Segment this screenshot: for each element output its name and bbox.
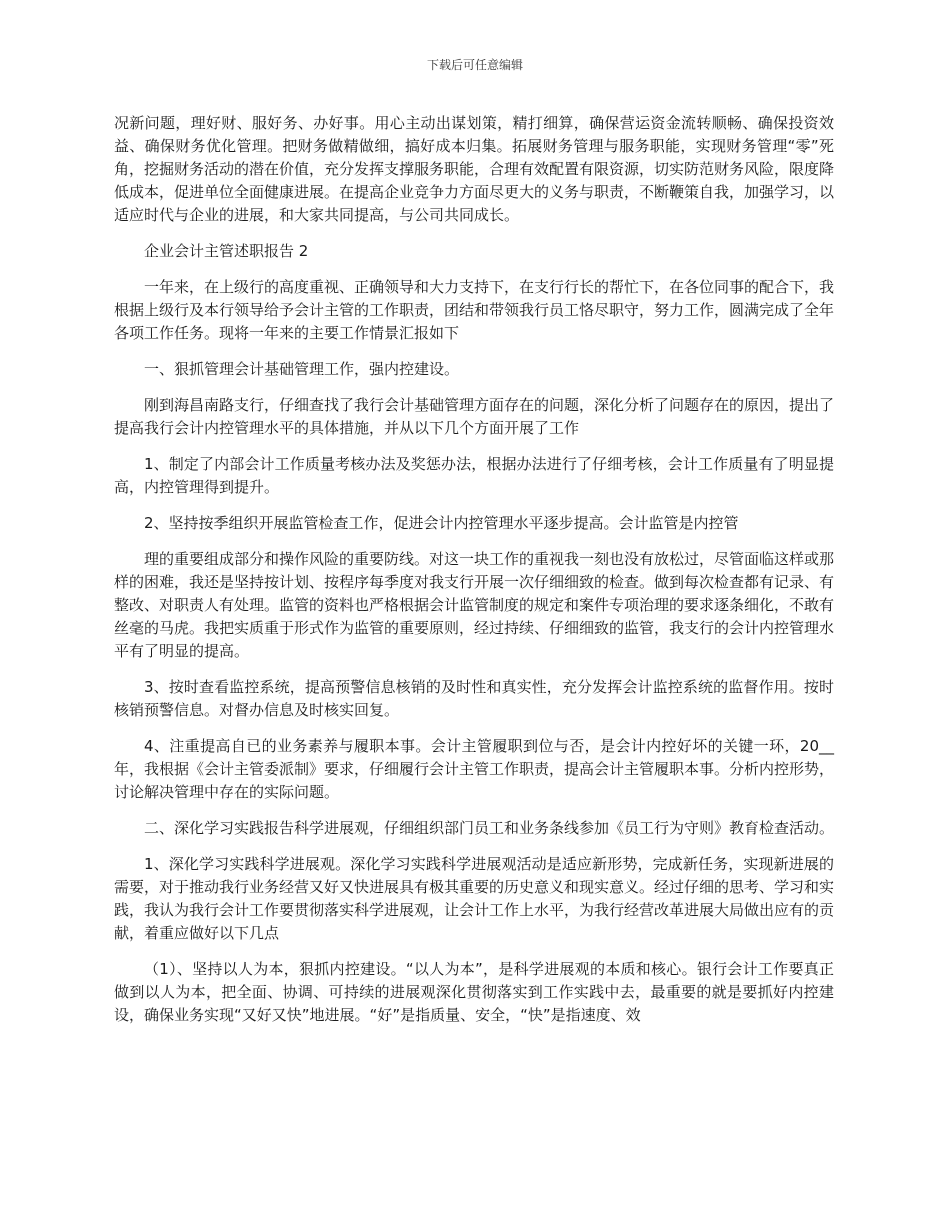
document-body — [114, 112, 834, 1040]
list-item-1: 1、制定了内部会计工作质量考核办法及奖惩办法，根据办法进行了仔细考核，会计工作质量有了明显提高，内控管理得到提升。 — [114, 455, 834, 496]
list-item-1b: 1、深化学习实践科学进展观。深化学习实践科学进展观活动是适应新形势，完成新任务，实现新进展的需要，对于推动我行业务经营又好又快进展具有极其重要的历史意义和现实意义。经过仔细的思考、学习和实践，我认为我行会计工作要贯彻落实科学进展观，让会计工作上水平，为我行经营改革进展大局做出应有的贡献，着重应做好以下几点 — [114, 855, 835, 942]
section-heading-1: 一、狠抓管理会计基础管理工作，强内控建设。 — [144, 360, 460, 378]
paragraph-body: 刚到海昌南路支行，仔细查找了我行会计基础管理方面存在的问题，深化分析了问题存在的原因，提出了提高我行会计内控管理水平的具体措施，并从以下几个方面开展了工作 — [114, 396, 835, 437]
paragraph-body: 理的重要组成部分和操作风险的重要防线。对这一块工作的重视我一刻也没有放松过，尽管面临这样或那样的困难，我还是坚持按计划、按程序每季度对我支行开展一次仔细细致的检查。做到每次检查都有记录、有整改、对职责人有处理。监管的资料也严格根据会计监管制度的规定和案件专项治理的要求逐条细化，不敢有丝毫的马虎。我把实质重于形式作为监管的重要原则，经过持续、仔细细致的监管，我支行的会计内控管理水平有了明显的提高。 — [114, 550, 835, 660]
section-heading-report-2: 企业会计主管述职报告 2 — [144, 242, 309, 260]
list-item-4: 4、注重提高自已的业务素养与履职本事。会计主管履职到位与否，是会计内控好坏的关键一环，20__年，我根据《会计主管委派制》要求，仔细履行会计主管工作职责，提高会计主管履职本事。分析内控形势，讨论解决管理中存在的实际问题。 — [114, 737, 835, 801]
page-header: 下载后可任意编辑 — [426, 58, 523, 72]
sub-item-1: （1）、坚持以人为本，狠抓内控建设。“以人为本”，是科学进展观的本质和核心。银行会计工作要真正做到以人为本，把全面、协调、可持续的进展观深化贯彻落实到工作实践中去，最重要的就是要抓好内控建设，确保业务实现“又好又快”地进展。“好”是指质量、安全，“快”是指速度、效 — [114, 960, 834, 1024]
list-item-2: 2、坚持按季组织开展监管检查工作，促进会计内控管理水平逐步提高。会计监管是内控管 — [144, 514, 739, 532]
paragraph-continuation: 况新问题，理好财、服好务、办好事。用心主动出谋划策，精打细算，确保营运资金流转顺畅、确保投资效益、确保财务优化管理。把财务做精做细，搞好成本归集。拓展财务管理与服务职能，实现财务管理“零”死角，挖掘财务活动的潜在价值，充分发挥支撑服务职能，合理有效配置有限资源，切实防范财务风险，限度降低成本，促进单位全面健康进展。在提高企业竞争力方面尽更大的义务与职责，不断鞭策自我，加强学习，以适应时代与企业的进展，和大家共同提高，与公司共同成长。 — [114, 114, 835, 224]
paragraph-intro: 一年来，在上级行的高度重视、正确领导和大力支持下，在支行行长的帮忙下，在各位同事的配合下，我根据上级行及本行领导给予会计主管的工作职责，团结和带领我行员工恪尽职守，努力工作，圆满完成了全年各项工作任务。现将一年来的主要工作情景汇报如下 — [114, 278, 835, 342]
list-item-3: 3、按时查看监控系统，提高预警信息核销的及时性和真实性，充分发挥会计监控系统的监督作用。按时核销预警信息。对督办信息及时核实回复。 — [114, 678, 834, 719]
section-heading-2: 二、深化学习实践报告科学进展观，仔细组织部门员工和业务条线参加《员工行为守则》教育检查活动。 — [144, 819, 835, 837]
